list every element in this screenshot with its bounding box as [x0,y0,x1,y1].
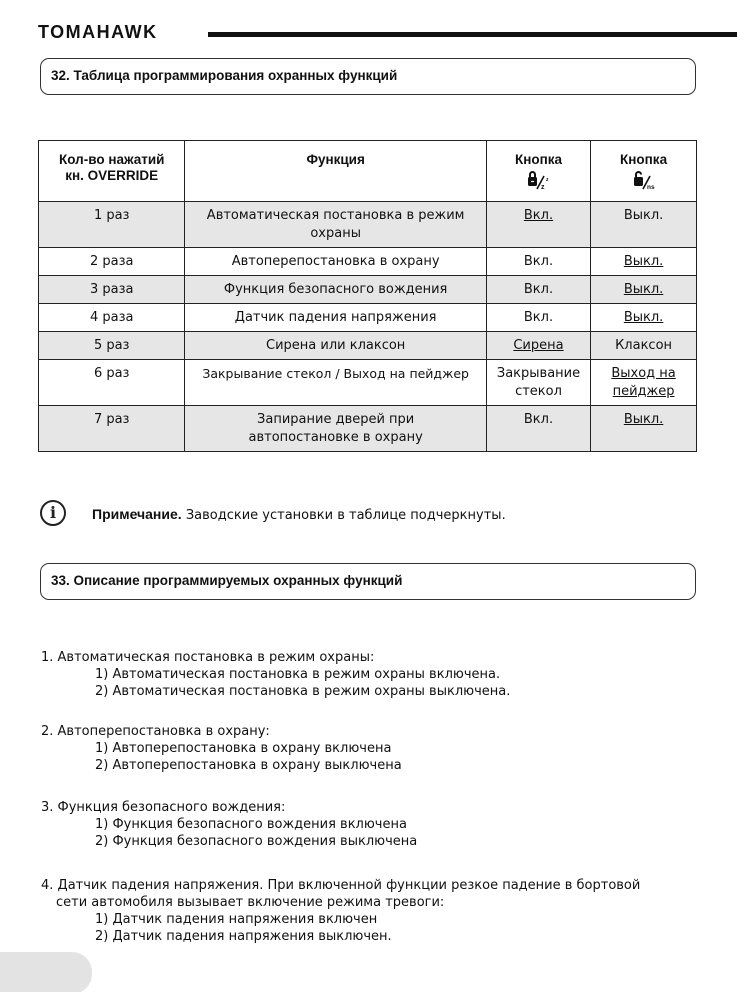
description-3 [41,799,417,850]
header-count [39,141,185,202]
row-function: Сирена или клаксон [185,332,486,360]
description-item: 2) Датчик падения напряжения выключен. [95,929,392,944]
page-tab [0,952,92,992]
description-item: 1) Автоперепостановка в охрану включена [95,741,392,756]
table-row [39,406,697,452]
description-heading: 2. Автоперепостановка в охрану: [41,724,270,739]
header-function: Функция [185,141,486,202]
row-unlock-value: Выкл. [623,412,664,427]
row-unlock [591,304,697,332]
description-item: 1) Автоматическая постановка в режим охраны включена. [95,667,501,682]
description-item: 1) Датчик падения напряжения включен [95,912,378,927]
header-button-lock-label: Кнопка [514,152,563,167]
note-label: Примечание. [92,506,182,522]
section-32-box [40,58,696,95]
row-count: 5 раз [39,332,185,360]
row-count: 2 раза [39,248,185,276]
row-unlock [591,248,697,276]
row-count: 6 раз [39,360,185,406]
row-function: Автоматическая постановка в режим охраны [185,202,486,248]
row-unlock-value: Выкл. [623,254,664,269]
table-row [39,360,697,406]
brand-logo: TOMAHAWK [38,22,158,42]
section-33-box [40,563,696,600]
row-unlock-value: Выкл. [623,282,664,297]
row-function: Закрывание стекол / Выход на пейджер [185,360,486,406]
note-text: Заводские установки в таблице подчеркнуты. [185,508,506,523]
description-1 [41,649,510,700]
info-icon: i [40,500,66,526]
header-count-line2: кн. OVERRIDE [65,168,159,183]
description-item: 1) Функция безопасного вождения включена [95,817,407,832]
description-continuation: сети автомобиля вызывает включение режима тревоги: [56,895,445,910]
description-2 [41,723,402,774]
row-function: Запирание дверей при автопостановке в охрану [185,406,486,452]
programming-table [38,140,697,452]
table-row [39,202,697,248]
table-row [39,248,697,276]
header-button-lock [486,141,590,202]
row-unlock [591,276,697,304]
row-lock: Закрывание стекол [486,360,590,406]
row-count: 4 раза [39,304,185,332]
row-unlock [591,360,697,406]
section-32-title: 32. Таблица программирования охранных функций [51,68,398,83]
lock-z-icon [525,170,551,190]
svg-text:ns: ns [646,184,655,190]
svg-text:z: z [541,184,545,190]
row-lock: Вкл. [486,406,590,452]
description-heading: 3. Функция безопасного вождения: [41,800,286,815]
description-heading: 4. Датчик падения напряжения. При включенной функции резкое падение в бортовой [41,878,641,893]
table-row [39,276,697,304]
description-item: 2) Автоперепостановка в охрану выключена [95,758,402,773]
row-lock-value: Вкл. [523,208,554,223]
table-row [39,332,697,360]
description-4 [41,877,640,945]
row-lock [486,332,590,360]
note [92,506,506,523]
header-button-unlock-label: Кнопка [620,152,668,167]
row-unlock: Выкл. [591,202,697,248]
description-item: 2) Автоматическая постановка в режим охраны выключена. [95,684,511,699]
row-function: Датчик падения напряжения [185,304,486,332]
row-lock: Вкл. [486,304,590,332]
description-heading: 1. Автоматическая постановка в режим охраны: [41,650,375,665]
row-unlock-value: Выкл. [623,310,664,325]
row-lock-value: Сирена [513,338,564,353]
unlock-ns-icon [631,170,657,190]
table-header-row [39,141,697,202]
row-unlock: Клаксон [591,332,697,360]
row-lock: Вкл. [486,276,590,304]
row-unlock [591,406,697,452]
row-count: 3 раза [39,276,185,304]
row-function: Функция безопасного вождения [185,276,486,304]
row-unlock-value: Выход на пейджер [611,366,676,399]
row-lock [486,202,590,248]
header-button-unlock [591,141,697,202]
header-rule [208,32,737,37]
row-count: 7 раз [39,406,185,452]
row-lock: Вкл. [486,248,590,276]
row-function: Автоперепостановка в охрану [185,248,486,276]
description-item: 2) Функция безопасного вождения выключена [95,834,418,849]
table-row [39,304,697,332]
section-33-title: 33. Описание программируемых охранных функций [51,573,403,588]
svg-text:z: z [546,177,549,183]
row-count: 1 раз [39,202,185,248]
header-count-line1: Кол-во нажатий [58,152,165,167]
